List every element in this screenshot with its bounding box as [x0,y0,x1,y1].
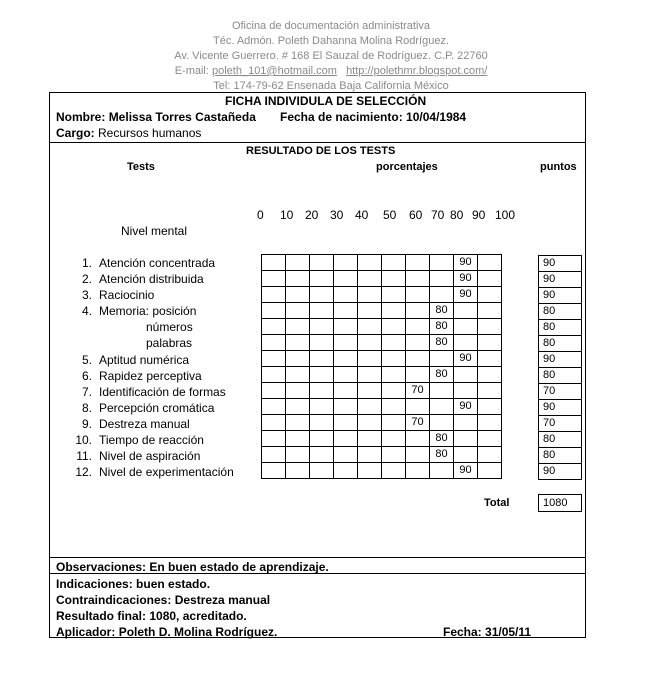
grid-cell [382,431,406,447]
grid-cell [478,351,502,367]
name-row [56,110,256,124]
date-label: Fecha: [443,625,482,639]
grid-cell [358,399,382,415]
grid-score-cell: 90 [454,271,478,287]
name-value: Melissa Torres Castañeda [108,110,256,124]
grid-score-cell: 90 [454,463,478,479]
job-value: Recursos humanos [98,126,202,140]
grid-cell [286,351,310,367]
grid-cell [358,271,382,287]
points-row [539,304,582,320]
grid-cell [406,287,430,303]
points-row [539,272,582,288]
scale-tick: 80 [450,208,464,222]
grid-cell [382,463,406,479]
test-name: Atención concentrada [99,256,216,270]
grid-cell [430,415,454,431]
grid-row [262,255,502,271]
grid-cell [406,303,430,319]
points-cell: 70 [539,384,582,400]
grid-cell [286,271,310,287]
scale-tick: 10 [280,208,294,222]
test-number: 3. [81,288,92,302]
grid-cell [358,447,382,463]
test-name: Raciocinio [99,288,155,302]
points-row [539,400,582,416]
grid-cell [406,335,430,351]
grid-cell [478,303,502,319]
name-label: Nombre: [56,110,106,124]
grid-cell [310,367,334,383]
date-row [443,625,531,639]
grid-cell [382,447,406,463]
grid-cell [358,367,382,383]
grid-cell [454,319,478,335]
scale-tick: 50 [383,208,397,222]
grid-cell [286,399,310,415]
grid-cell [262,415,286,431]
grid-cell [454,447,478,463]
points-row [539,288,582,304]
grid-cell [358,319,382,335]
test-name: Aptitud numérica [99,353,190,367]
email-label: E-mail: [174,65,209,77]
grid-cell [334,367,358,383]
observations-row [56,560,329,574]
test-number: 4. [81,304,92,318]
points-cell: 80 [539,320,582,336]
points-cell: 90 [539,464,582,480]
grid-cell [430,383,454,399]
grid-cell [310,431,334,447]
grid-cell [262,447,286,463]
grid-cell [262,271,286,287]
grid-cell [478,431,502,447]
grid-cell [382,383,406,399]
scale-tick: 40 [355,208,369,222]
grid-cell [262,319,286,335]
test-name: Identificación de formas [99,385,226,399]
test-number: 10. [75,433,92,447]
points-row [539,256,582,272]
test-number: 5. [81,353,92,367]
grid-score-cell: 80 [430,367,454,383]
grid-cell [334,383,358,399]
scale-tick: 90 [472,208,486,222]
grid-score-cell: 80 [430,447,454,463]
office-name: Oficina de documentación administrativa [231,20,431,32]
points-row [539,384,582,400]
grid-cell [334,463,358,479]
grid-cell [358,383,382,399]
indications-row [56,577,210,591]
grid-row [262,367,502,383]
points-row [539,320,582,336]
grid-cell [286,415,310,431]
grid-cell [478,383,502,399]
grid-cell [478,319,502,335]
grid-cell [286,463,310,479]
grid-cell [334,415,358,431]
grid-cell [406,271,430,287]
points-table [538,255,582,480]
results-title: RESULTADO DE LOS TESTS [246,145,396,157]
test-number: 12. [75,465,92,479]
grid-cell [310,335,334,351]
grid-cell [286,335,310,351]
grid-row [262,431,502,447]
grid-cell [406,447,430,463]
grid-cell [454,367,478,383]
applicator-label: Aplicador: [56,625,116,639]
grid-cell [382,255,406,271]
grid-cell [262,287,286,303]
grid-row [262,303,502,319]
form-title: FICHA INDIVIDULA DE SELECCIÓN [225,94,427,108]
final-result-row [56,609,247,623]
grid-cell [310,319,334,335]
points-cell: 90 [539,272,582,288]
grid-cell [262,335,286,351]
grid-cell [454,383,478,399]
grid-cell [382,399,406,415]
result-value: 1080, acreditado. [149,609,247,623]
grid-cell [454,431,478,447]
section-nivel-mental: Nivel mental [121,224,188,238]
grid-cell [262,303,286,319]
scale-tick: 100 [495,208,516,222]
grid-row [262,287,502,303]
dob-label: Fecha de nacimiento: [280,110,403,124]
grid-cell [406,255,430,271]
grid-cell [334,399,358,415]
grid-cell [262,367,286,383]
scale-tick: 30 [330,208,344,222]
grid-cell [286,431,310,447]
grid-cell [262,399,286,415]
contraindications-row [56,593,270,607]
grid-cell [286,447,310,463]
grid-score-cell: 90 [454,287,478,303]
grid-cell [430,271,454,287]
grid-row [262,271,502,287]
grid-cell [382,415,406,431]
grid-cell [310,351,334,367]
grid-cell [310,271,334,287]
grid-row [262,415,502,431]
grid-cell [478,399,502,415]
grid-cell [310,287,334,303]
ind-label: Indicaciones: [56,577,133,591]
scale-tick: 60 [409,208,423,222]
grid-cell [406,399,430,415]
office-person: Téc. Admón. Poleth Dahanna Molina Rodríguez. [212,35,450,47]
grid-cell [310,303,334,319]
points-row [539,336,582,352]
grid-row [262,351,502,367]
test-name: Atención distribuida [99,272,204,286]
grid-cell [262,383,286,399]
grid-cell [286,319,310,335]
grid-cell [310,447,334,463]
office-phone: Tel: 174-79-62 Ensenada Baja California México [213,80,449,92]
applicator-value: Poleth D. Molina Rodríguez. [118,625,278,639]
blog-link[interactable]: http://polethmr.blogspot.com/ [346,65,488,77]
grid-cell [382,271,406,287]
grid-cell [406,319,430,335]
contra-value: Destreza manual [174,593,271,607]
grid-row [262,335,502,351]
test-number: 6. [81,369,92,383]
grid-cell [358,255,382,271]
grid-cell [478,287,502,303]
points-row [539,448,582,464]
grid-cell [286,303,310,319]
grid-cell [406,431,430,447]
grid-cell [430,351,454,367]
grid-cell [382,319,406,335]
col-points-header: puntos [540,161,577,173]
scale-tick: 20 [305,208,319,222]
grid-score-cell: 90 [454,399,478,415]
test-number: 2. [81,272,92,286]
obs-label: Observaciones: [56,560,147,574]
grid-cell [262,463,286,479]
points-row [539,368,582,384]
grid-cell [286,287,310,303]
test-number: 11. [76,449,92,463]
points-cell: 90 [539,400,582,416]
grid-cell [382,351,406,367]
ind-value: buen estado. [136,577,211,591]
test-number: 8. [81,401,92,415]
grid-cell [334,255,358,271]
grid-cell [430,287,454,303]
grid-cell [310,255,334,271]
applicator-row [56,625,277,639]
grid-row [262,319,502,335]
grid-score-cell: 80 [430,431,454,447]
grid-cell [478,367,502,383]
points-cell: 80 [539,304,582,320]
grid-cell [406,367,430,383]
grid-row [262,447,502,463]
test-name: Percepción cromática [99,401,215,415]
grid-score-cell: 90 [454,351,478,367]
grid-cell [358,351,382,367]
grid-cell [310,463,334,479]
job-row [56,126,201,140]
grid-cell [286,383,310,399]
scale-tick: 0 [257,208,264,222]
grid-cell [334,447,358,463]
test-name: Memoria: posición [99,304,197,318]
date-value: 31/05/11 [485,625,532,639]
grid-cell [310,415,334,431]
test-name: Destreza manual [99,417,190,431]
grid-cell [310,383,334,399]
grid-cell [406,351,430,367]
grid-cell [334,319,358,335]
points-cell: 80 [539,432,582,448]
points-cell: 90 [539,288,582,304]
dob-row [280,110,466,124]
grid-row [262,383,502,399]
dob-value: 10/04/1984 [406,110,467,124]
grid-cell [478,255,502,271]
grid-cell [358,303,382,319]
result-label: Resultado final: [56,609,147,623]
office-address: Av. Vicente Guerrero. # 168 El Sauzal de Rodríguez. C.P. 22760 [174,50,488,62]
grid-cell [286,367,310,383]
grid-cell [262,431,286,447]
grid-cell [478,447,502,463]
test-name: Nivel de experimentación [99,465,234,479]
grid-cell [382,367,406,383]
total-value: 1080 [538,494,582,512]
grid-row [262,463,502,479]
grid-cell [454,303,478,319]
points-cell: 70 [539,416,582,432]
grid-row [262,399,502,415]
office-contact [0,65,662,78]
grid-cell [334,335,358,351]
grid-cell [382,303,406,319]
total-label: Total [484,497,510,509]
grid-cell [262,255,286,271]
points-cell: 80 [539,448,582,464]
grid-cell [454,415,478,431]
test-name: Rapidez perceptiva [99,369,202,383]
grid-cell [358,431,382,447]
grid-cell [454,335,478,351]
grid-score-cell: 80 [430,335,454,351]
grid-cell [334,303,358,319]
grid-cell [382,335,406,351]
grid-cell [382,287,406,303]
test-name: Nivel de aspiración [99,449,201,463]
test-number: 9. [81,417,92,431]
grid-score-cell: 80 [430,303,454,319]
grid-score-cell: 70 [406,415,430,431]
points-cell: 80 [539,368,582,384]
col-percent-header: porcentajes [376,161,438,173]
grid-cell [358,415,382,431]
grid-cell [430,399,454,415]
grid-cell [358,335,382,351]
grid-cell [358,287,382,303]
grid-cell [334,431,358,447]
grid-cell [262,351,286,367]
points-cell: 90 [539,256,582,272]
points-row [539,432,582,448]
test-number: 1. [81,256,92,270]
col-tests-header: Tests [127,161,155,173]
email-link[interactable]: poleth_101@hotmail.com [211,65,337,77]
test-name: Tiempo de reacción [99,433,204,447]
grid-score-cell: 80 [430,319,454,335]
test-number: 7. [81,385,92,399]
percentage-grid [261,254,502,479]
grid-cell [286,255,310,271]
grid-cell [334,271,358,287]
grid-cell [406,463,430,479]
grid-cell [478,271,502,287]
grid-cell [478,335,502,351]
points-cell: 90 [539,352,582,368]
grid-cell [334,351,358,367]
scale-tick: 70 [431,208,445,222]
points-row [539,352,582,368]
grid-score-cell: 90 [454,255,478,271]
job-label: Cargo: [56,126,95,140]
points-row [539,464,582,480]
points-cell: 80 [539,336,582,352]
grid-cell [478,415,502,431]
test-name: números [146,320,193,334]
grid-score-cell: 70 [406,383,430,399]
grid-cell [430,463,454,479]
grid-cell [310,399,334,415]
grid-cell [334,287,358,303]
grid-cell [358,463,382,479]
obs-value: En buen estado de aprendizaje. [149,560,329,574]
test-name: palabras [146,336,193,350]
points-row [539,416,582,432]
contra-label: Contraindicaciones: [56,593,172,607]
grid-cell [478,463,502,479]
grid-cell [430,255,454,271]
